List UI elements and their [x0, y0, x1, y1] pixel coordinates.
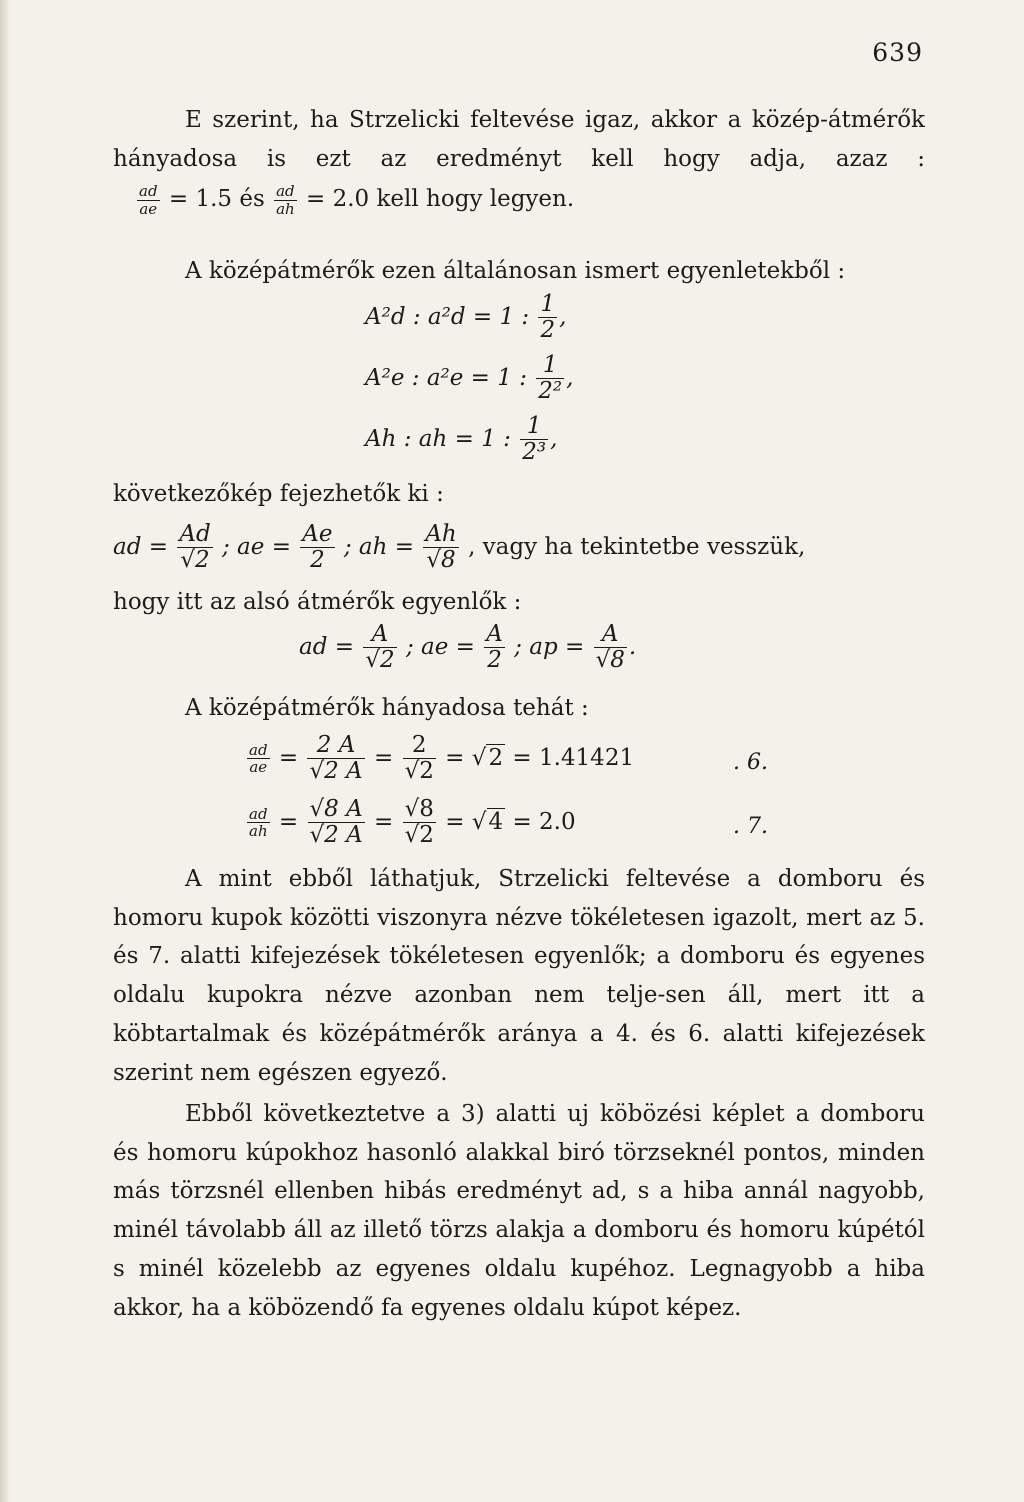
paragraph-5: A középátmérők hányadosa tehát :: [185, 695, 589, 721]
equation-2: A²e : a²e = 1 : $\frac{1}{\text{2²}}$ ,: [365, 352, 574, 405]
ratio-equation-7: $\frac{ad}{ah}$ = $\frac{√8 A}{√2 A}$ = $\frac{√8}{√2}$ = √4 = 2.0: [249, 796, 576, 849]
equation-label-7: . 7.: [733, 814, 768, 839]
formula-equal-lower: ad = $\frac{A}{√2}$ ; ae = $\frac{A}{2}$ ; ap = $\frac{A}{√8}$ .: [299, 621, 637, 674]
equation-1: A²d : a²d = 1 : $\frac{1}{2}$ ,: [365, 291, 567, 344]
equation-3: Ah : ah = 1 : $\frac{1}{\text{2³}}$ ,: [365, 413, 558, 466]
paragraph-2: A középátmérők ezen általánosan ismert egyenletekből :: [185, 258, 846, 284]
paragraph-4: hogy itt az alsó átmérők egyenlők :: [113, 589, 522, 615]
paragraph-7: Ebből következtetve a 3) alatti uj köbözési képlet a domboru és homoru kúpokhoz hasonló alakkal biró törzseknél pontos, minden más törzsnél ellenben hibás eredményt ad, s a hiba annál nagyobb, minél távolabb áll az illető törzs alakja a domboru és homoru kúpétól s minél közelebb az egyenes oldalu kupéhoz. Legnagyobb a hiba akkor, ha a köbözendő fa egyenes oldalu kúpot képez.: [113, 1101, 925, 1321]
formula-diameters: ad = $\frac{Ad}{√2}$ ; ae = $\frac{Ae}{2}$ ; ah = $\frac{Ah}{√8}$ , vagy ha tekintetbe vesszük,: [113, 521, 806, 574]
paragraph-1: E szerint, ha Strzelicki feltevése igaz, akkor a közép-átmérők hányadosa is ezt az eredményt kell hogy adja, azaz :: [113, 107, 925, 172]
page-edge-shadow: [0, 0, 10, 1502]
formula-ratio-condition: $\frac{ad}{ae}$ = 1.5 és $\frac{ad}{ah}$ = 2.0 kell hogy legyen.: [139, 182, 575, 218]
page-number: 639: [872, 38, 923, 67]
equation-label-6: . 6.: [733, 750, 768, 775]
book-page: [113, 0, 925, 1502]
paragraph-3: következőkép fejezhetők ki :: [113, 481, 444, 507]
paragraph-6: A mint ebből láthatjuk, Strzelicki feltevése a domboru és homoru kupok közötti viszonyra nézve tökéletesen igazolt, mert az 5. és 7. alatti kifejezések tökéletesen egyenlők; a domboru és egyenes oldalu kupokra nézve azonban nem telje-sen áll, mert itt a köbtartalmak és középátmérők aránya a 4. és 6. alatti kifejezések szerint nem egészen egyező.: [113, 866, 925, 1086]
ratio-equation-6: $\frac{ad}{ae}$ = $\frac{2 A}{√2 A}$ = $\frac{2}{√2}$ = √2 = 1.41421: [249, 732, 635, 785]
